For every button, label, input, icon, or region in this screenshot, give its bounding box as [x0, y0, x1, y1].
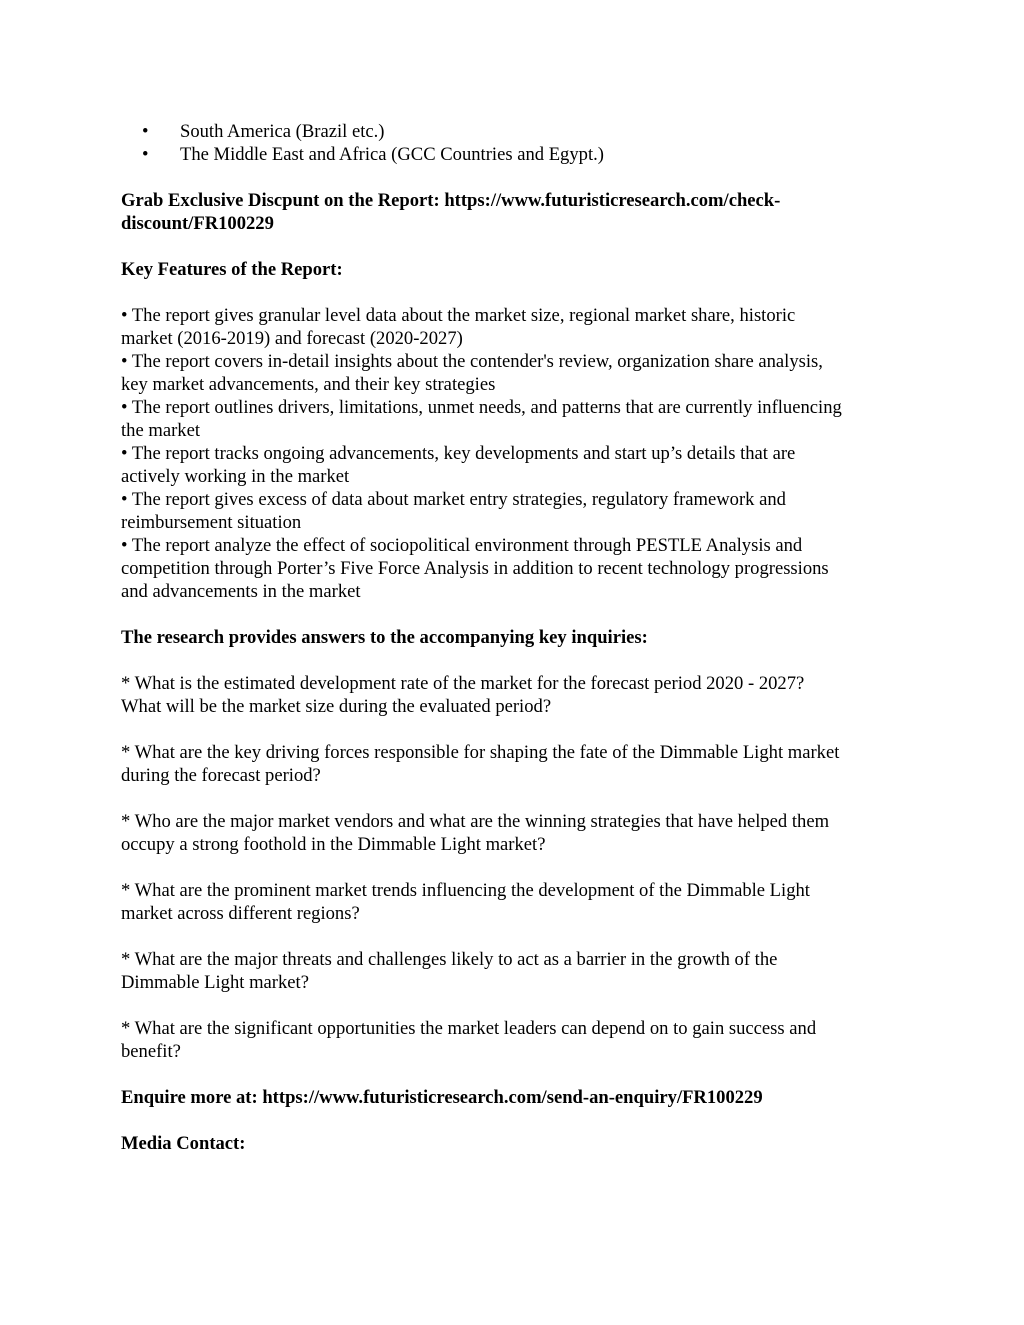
discount-line: discount/FR100229 — [121, 213, 274, 234]
feature-line: the market — [121, 420, 200, 441]
region-label: South America (Brazil etc.) — [180, 121, 385, 142]
feature-line: and advancements in the market — [121, 581, 361, 602]
question-line: Dimmable Light market? — [121, 972, 309, 993]
feature-line: market (2016-2019) and forecast (2020-2027) — [121, 328, 463, 349]
question-line: * What is the estimated development rate of the market for the forecast period 2020 - 2027? — [121, 673, 805, 694]
document-page — [121, 120, 911, 1155]
list-item — [121, 442, 911, 488]
question-line: market across different regions? — [121, 903, 360, 924]
questions-heading: The research provides answers to the accompanying key inquiries: — [121, 627, 648, 648]
list-item — [121, 534, 911, 603]
feature-line: • The report outlines drivers, limitations, unmet needs, and patterns that are currently influencing — [121, 397, 842, 418]
list-item — [121, 143, 911, 166]
question-line: during the forecast period? — [121, 765, 321, 786]
feature-line: reimbursement situation — [121, 512, 302, 533]
question-line: * Who are the major market vendors and what are the winning strategies that have helped them — [121, 811, 830, 832]
question-line: * What are the significant opportunities the market leaders can depend on to gain success and — [121, 1018, 817, 1039]
feature-line: • The report covers in-detail insights about the contender's review, organization share analysis, — [121, 351, 823, 372]
question-line: * What are the prominent market trends influencing the development of the Dimmable Light — [121, 880, 810, 901]
list-item — [121, 810, 911, 856]
bullet-icon: • — [142, 121, 149, 142]
discount-line: Grab Exclusive Discpunt on the Report: https://www.futuristicresearch.com/check- — [121, 190, 781, 211]
feature-line: key market advancements, and their key strategies — [121, 374, 496, 395]
question-line: * What are the key driving forces responsible for shaping the fate of the Dimmable Light market — [121, 742, 840, 763]
list-item — [121, 672, 911, 718]
feature-line: • The report tracks ongoing advancements, key developments and start up’s details that are — [121, 443, 796, 464]
list-item — [121, 1017, 911, 1063]
discount-link[interactable] — [121, 189, 911, 235]
list-item — [121, 350, 911, 396]
question-line: * What are the major threats and challenges likely to act as a barrier in the growth of the — [121, 949, 778, 970]
feature-line: • The report gives excess of data about market entry strategies, regulatory framework and — [121, 489, 786, 510]
questions-list — [121, 672, 911, 1063]
feature-line: • The report analyze the effect of sociopolitical environment through PESTLE Analysis and — [121, 535, 803, 556]
list-item — [121, 488, 911, 534]
list-item — [121, 120, 911, 143]
question-line: What will be the market size during the evaluated period? — [121, 696, 552, 717]
regions-list — [121, 120, 911, 166]
question-line: occupy a strong foothold in the Dimmable Light market? — [121, 834, 546, 855]
feature-line: actively working in the market — [121, 466, 350, 487]
media-contact-heading: Media Contact: — [121, 1133, 246, 1154]
features-list — [121, 304, 911, 603]
list-item — [121, 948, 911, 994]
question-line: benefit? — [121, 1041, 181, 1062]
feature-line: • The report gives granular level data about the market size, regional market share, historic — [121, 305, 796, 326]
list-item — [121, 879, 911, 925]
region-label: The Middle East and Africa (GCC Countries and Egypt.) — [180, 144, 604, 165]
list-item — [121, 304, 911, 350]
bullet-icon: • — [142, 144, 149, 165]
list-item — [121, 396, 911, 442]
list-item — [121, 741, 911, 787]
enquire-link[interactable]: Enquire more at: https://www.futuristicresearch.com/send-an-enquiry/FR100229 — [121, 1087, 763, 1108]
features-heading: Key Features of the Report: — [121, 259, 343, 280]
feature-line: competition through Porter’s Five Force Analysis in addition to recent technology progressions — [121, 558, 829, 579]
